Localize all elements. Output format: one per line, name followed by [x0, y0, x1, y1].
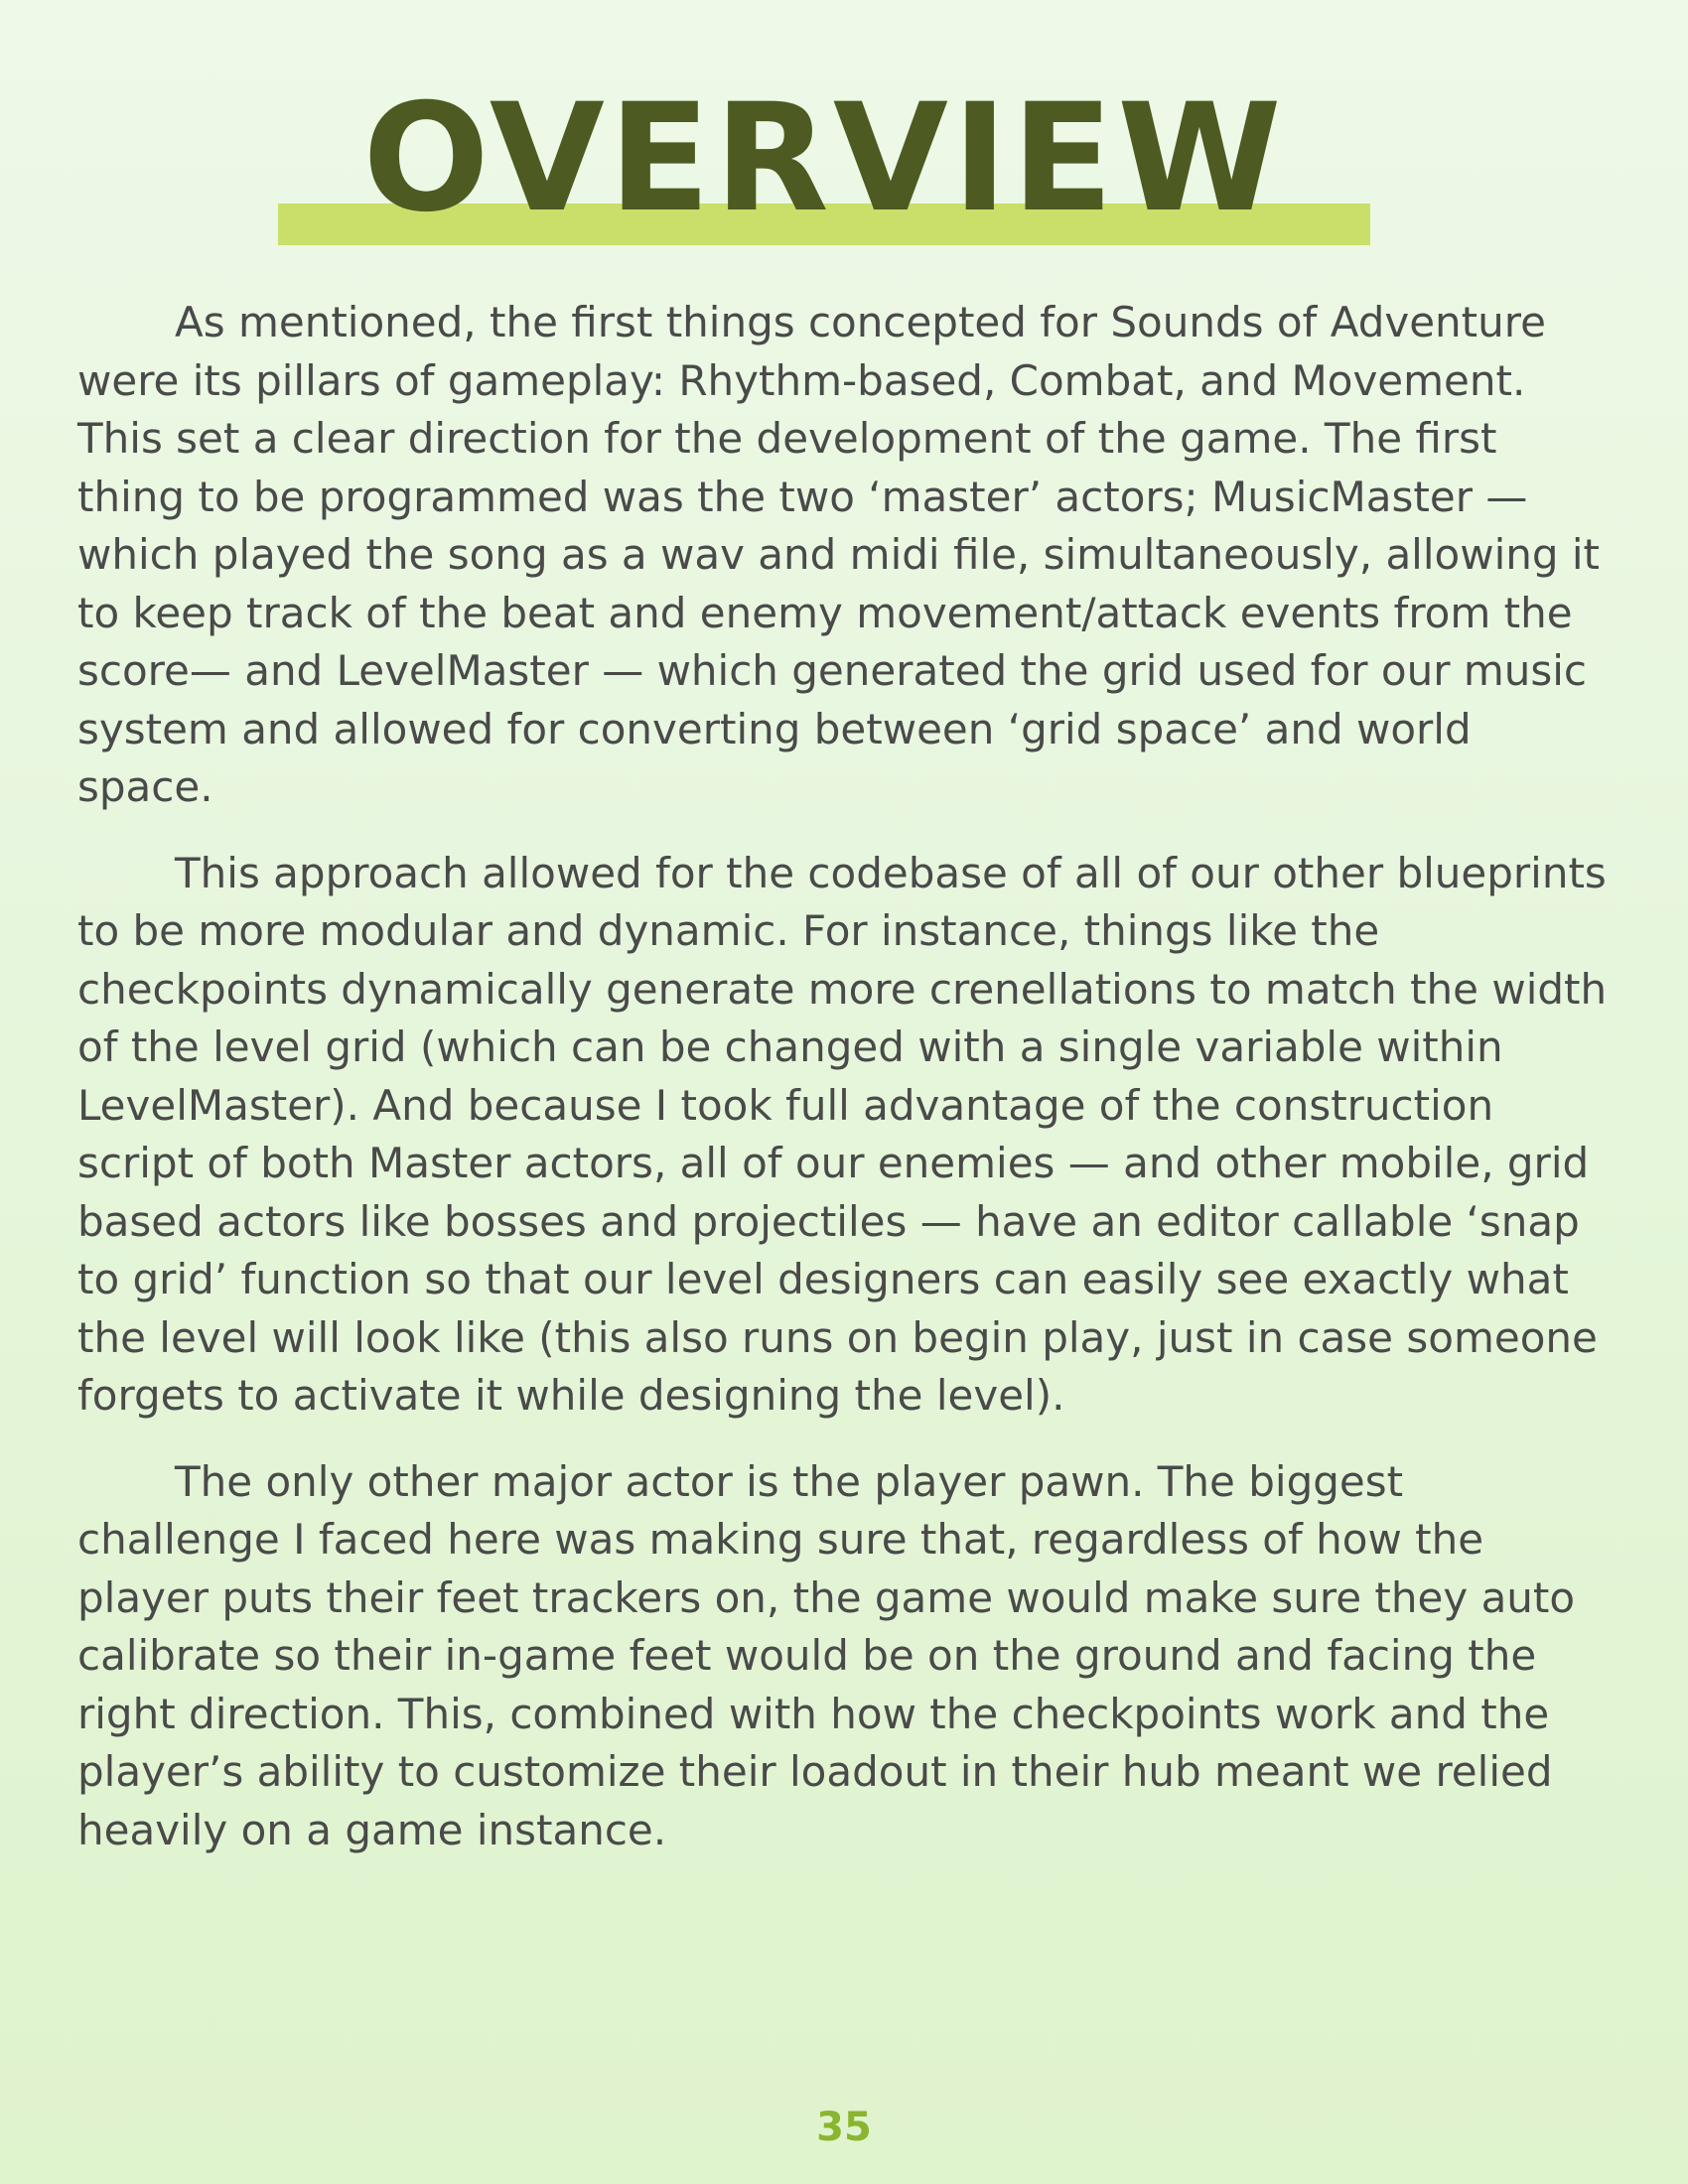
paragraph-3: The only other major actor is the player pawn. The biggest challenge I faced here was making sure that, regardless of how the player puts their feet trackers on, the game would make sure they auto calibrate so their in-game feet would be on the ground and facing the right direction. This, combined with how the checkpoints work and the player’s ability to customize their loadout in their hub meant we relied heavily on a game instance. — [77, 1456, 1576, 1854]
page-heading — [278, 72, 1370, 248]
page-title: OVERVIEW — [362, 72, 1286, 245]
body-text — [77, 294, 1612, 1887]
paragraph-2: This approach allowed for the codebase of all of our other blueprints to be more modular and dynamic. For instance, things like the checkpoints dynamically generate more crenellations to match the width of the level grid (which can be changed with a single variable within LevelMaster). And because I took full advantage of the construction script of both Master actors, all of our enemies — and other mobile, grid based actors like bosses and projectiles — have an editor callable ‘snap to grid’ function so that our level designers can easily see exactly what the level will look like (this also runs on begin play, just in case someone forgets to activate it while designing the level). — [77, 848, 1608, 1420]
paragraph-1: As mentioned, the first things concepted for Sounds of Adventure were its pillars of gameplay: Rhythm-based, Combat, and Movement. This set a clear direction for the development of the game. The first thing to be programmed was the two ‘master’ actors; MusicMaster — which played the song as a wav and midi file, simultaneously, allowing it to keep track of the beat and enemy movement/attack events from the score— and LevelMaster — which generated the grid used for our music system and allowed for converting between ‘grid space’ and world space. — [77, 298, 1600, 811]
page-number: 35 — [816, 2105, 872, 2150]
